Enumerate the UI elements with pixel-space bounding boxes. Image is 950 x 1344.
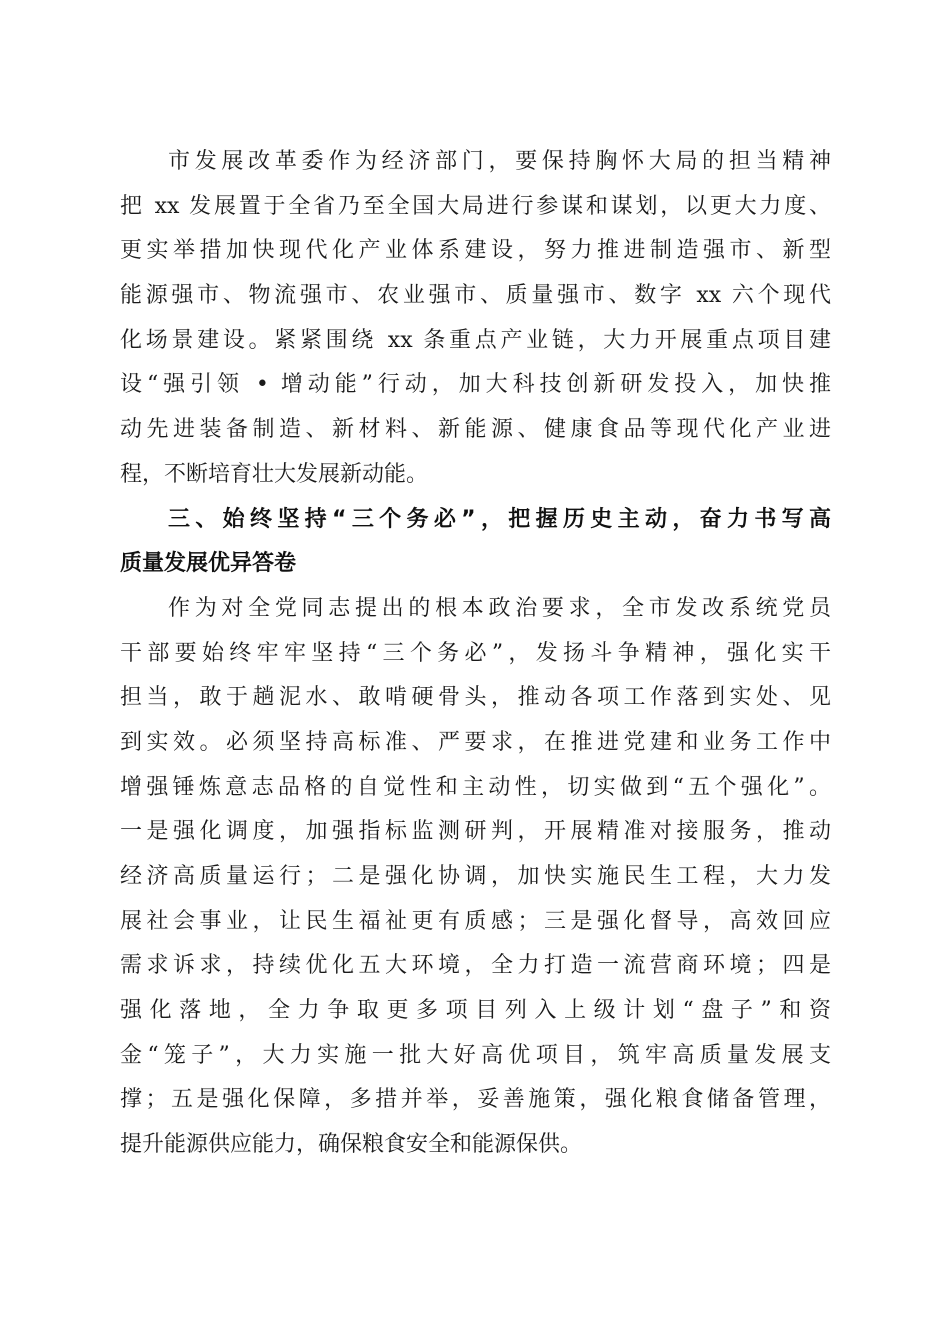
paragraph-line: 一是强化调度，加强指标监测研判，开展精准对接服务，推动 <box>120 819 831 845</box>
paragraph-line: 干部要始终牢牢坚持“三个务必”，发扬斗争精神，强化实干 <box>120 640 831 666</box>
paragraph-line: 动先进装备制造、新材料、新能源、健康食品等现代化产业进 <box>120 417 831 443</box>
paragraph-line: 需求诉求，持续优化五大环境，全力打造一流营商环境；四是 <box>120 953 831 979</box>
paragraph-line: 撑；五是强化保障，多措并举，妥善施策，强化粮食储备管理， <box>120 1087 831 1113</box>
paragraph-line: 展社会事业，让民生福祉更有质感；三是强化督导，高效回应 <box>120 908 831 934</box>
paragraph-development-reform <box>120 140 831 498</box>
paragraph-line: 程，不断培育壮大发展新动能。 <box>120 461 429 487</box>
section-heading-three <box>120 498 831 587</box>
paragraph-line: 作为对全党同志提出的根本政治要求，全市发改系统党员 <box>168 595 831 621</box>
paragraph-line: 市发展改革委作为经济部门，要保持胸怀大局的担当精神 <box>168 149 831 174</box>
paragraph-line: 经济高质量运行；二是强化协调，加快实施民生工程，大力发 <box>120 864 831 889</box>
paragraph-line: 更实举措加快现代化产业体系建设，努力推进制造强市、新型 <box>120 238 831 264</box>
paragraph-three-musts <box>120 587 831 1168</box>
paragraph-line: 设“强引领 • 增动能”行动，加大科技创新研发投入，加快推 <box>120 372 831 398</box>
paragraph-line: 提升能源供应能力，确保粮食安全和能源保供。 <box>120 1132 583 1158</box>
paragraph-line: 到实效。必须坚持高标准、严要求，在推进党建和业务工作中 <box>120 729 831 755</box>
paragraph-line: 化场景建设。紧紧围绕 xx 条重点产业链，大力开展重点项目建 <box>120 327 831 353</box>
paragraph-line: 把 xx 发展置于全省乃至全国大局进行参谋和谋划，以更大力度、 <box>120 193 831 219</box>
heading-line: 质量发展优异答卷 <box>120 551 297 577</box>
paragraph-line: 能源强市、物流强市、农业强市、质量强市、数字 xx 六个现代 <box>120 283 831 309</box>
document-body <box>120 140 831 1168</box>
heading-line: 三、始终坚持“三个务必”，把握历史主动，奋力书写高 <box>168 506 831 532</box>
paragraph-line: 增强锤炼意志品格的自觉性和主动性，切实做到“五个强化”。 <box>120 774 831 800</box>
paragraph-line: 担当，敢于趟泥水、敢啃硬骨头，推动各项工作落到实处、见 <box>120 685 831 711</box>
paragraph-line: 金“笼子”，大力实施一批大好高优项目，筑牢高质量发展支 <box>120 1042 831 1068</box>
paragraph-line: 强化落地，全力争取更多项目列入上级计划“盘子”和资 <box>120 998 831 1024</box>
